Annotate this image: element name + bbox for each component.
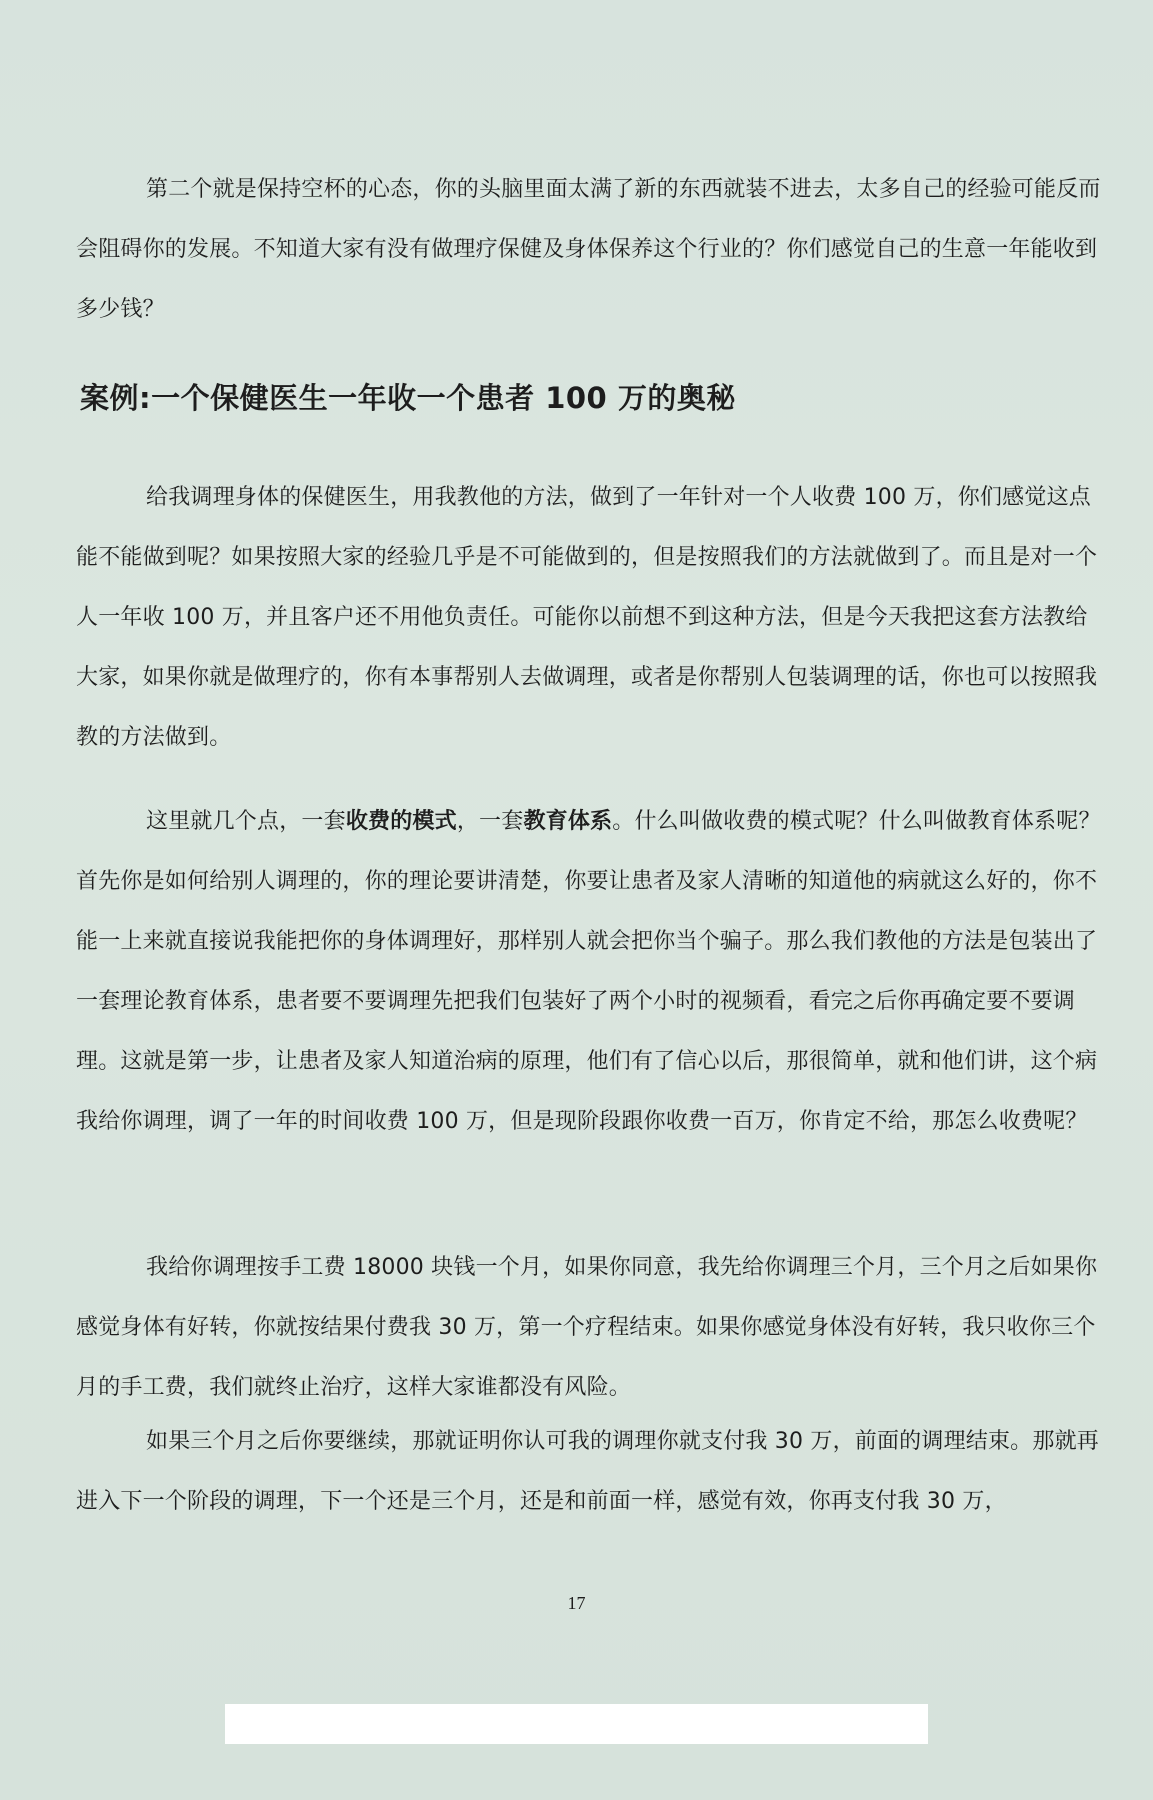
paragraph-1-text: 第二个就是保持空杯的心态，你的头脑里面太满了新的东西就装不进去，太多自己的经验可能反而会阻碍你的发展。不知道大家有没有做理疗保健及身体保养这个行业的？你们感觉自己的生意一年能收到多少钱？ (76, 177, 1101, 322)
paragraph-3-text-e: 。什么叫做收费的模式呢？什么叫做教育体系呢？首先你是如何给别人调理的，你的理论要讲清楚，你要让患者及家人清晰的知道他的病就这么好的，你不能一上来就直接说我能把你的身体调理好，那样别人就会把你当个骗子。那么我们教他的方法是包装出了一套理论教育体系，患者要不要调理先把我们包装好了两个小时的视频看，看完之后你再确定要不要调理。这就是第一步，让患者及家人知道治病的原理，他们有了信心以后，那很简单，就和他们讲，这个病我给你调理，调了一年的时间收费 100 万，但是现阶段跟你收费一百万，你肯定不给，那怎么收费呢？ (76, 809, 1101, 1134)
page-number: 17 (567, 1593, 586, 1613)
paragraph-5-text: 如果三个月之后你要继续，那就证明你认可我的调理你就支付我 30 万，前面的调理结束。那就再进入下一个阶段的调理，下一个还是三个月，还是和前面一样，感觉有效，你再支付我 30 万， (76, 1429, 1099, 1514)
paragraph-2-text: 给我调理身体的保健医生，用我教他的方法，做到了一年针对一个人收费 100 万，你们感觉这点能不能做到呢？如果按照大家的经验几乎是不可能做到的，但是按照我们的方法就做到了。而且是对一个人一年收 100 万，并且客户还不用他负责任。可能你以前想不到这种方法，但是今天我把这套方法教给大家，如果你就是做理疗的，你有本事帮别人去做调理，或者是你帮别人包装调理的话，你也可以按照我教的方法做到。 (76, 485, 1098, 750)
paragraph-5 (76, 1412, 1108, 1532)
paragraph-4 (76, 1238, 1108, 1418)
paragraph-3-bold-d: 教育体系 (523, 809, 613, 834)
paragraph-3-text-a: 这里就几个点，一套 (146, 809, 346, 834)
redaction-box (225, 1704, 928, 1744)
paragraph-3 (76, 792, 1108, 1152)
paragraph-4-text: 我给你调理按手工费 18000 块钱一个月，如果你同意，我先给你调理三个月，三个月之后如果你感觉身体有好转，你就按结果付费我 30 万，第一个疗程结束。如果你感觉身体没有好转，我只收你三个月的手工费，我们就终止治疗，这样大家谁都没有风险。 (76, 1255, 1098, 1400)
paragraph-2 (76, 468, 1108, 768)
paragraph-3-bold-a: 收费的模式 (345, 809, 457, 834)
paragraph-1 (76, 160, 1108, 340)
paragraph-3-text-c: ，一套 (456, 809, 524, 834)
section-heading: 案例:一个保健医生一年收一个患者 100 万的奥秘 (80, 381, 736, 415)
